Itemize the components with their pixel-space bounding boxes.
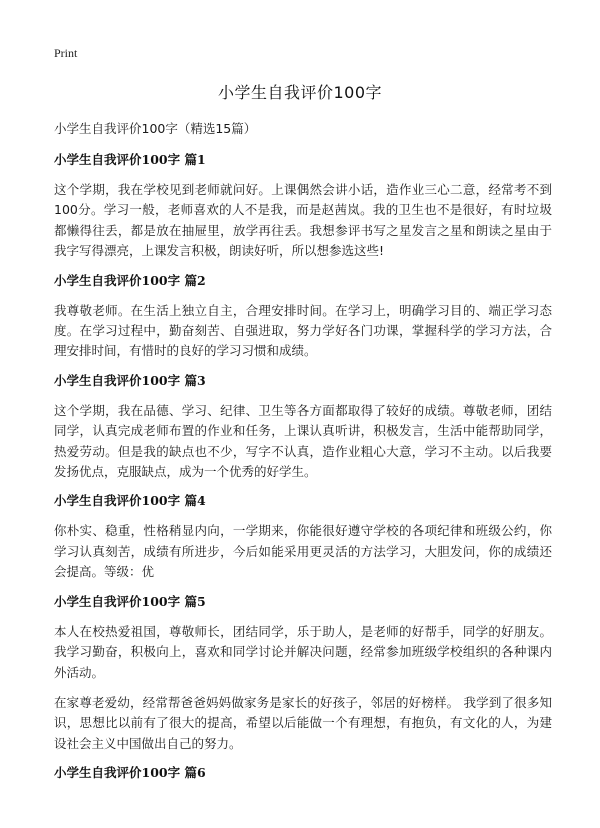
section-4 xyxy=(54,492,552,582)
section-heading: 小学生自我评价100字 篇6 xyxy=(54,765,206,781)
section-2 xyxy=(54,272,552,362)
section-heading: 小学生自我评价100字 篇1 xyxy=(54,152,206,167)
print-link[interactable]: Print xyxy=(54,46,78,60)
document-body xyxy=(54,120,552,793)
section-paragraph: 我尊敬老师。在生活上独立自主，合理安排时间。在学习上，明确学习目的、端正学习态度。在学习过程中，勤奋刻苦、自强进取，努力学好各门功课，掌握科学的学习方法，合理安排时间，有惜时的良好的学习习惯和成绩。 xyxy=(54,302,552,359)
document-subtitle: 小学生自我评价100字（精选15篇） xyxy=(54,121,257,136)
section-paragraph: 这个学期，我在品德、学习、纪律、卫生等各方面都取得了较好的成绩。尊敬老师，团结同学，认真完成老师布置的作业和任务，上课认真听讲，积极发言，生活中能帮助同学，热爱劳动。但是我的缺点也不少，写字不认真，造作业粗心大意，学习不主动。以后我要发扬优点，克服缺点，成为一个优秀的好学生。 xyxy=(54,402,552,480)
section-paragraph: 在家尊老爱幼，经常帮爸爸妈妈做家务是家长的好孩子，邻居的好榜样。 我学到了很多知识，思想比以前有了很大的提高，希望以后能做一个有理想，有抱负，有文化的人，为建设社会主义中国做出自己的努力。 xyxy=(54,694,552,751)
section-paragraph: 这个学期，我在学校见到老师就问好。上课偶然会讲小话，造作业三心二意，经常考不到100分。学习一般，老师喜欢的人不是我，而是赵茜岚。我的卫生也不是很好，有时垃圾都懒得往丢，都是放在抽屉里，放学再往丢。我想参评书写之星发言之星和朗读之星由于我字写得漂亮，上课发言积极，朗读好听，所以想参选这些! xyxy=(54,182,552,259)
section-3 xyxy=(54,372,552,483)
section-paragraph: 本人在校热爱祖国，尊敬师长，团结同学，乐于助人，是老师的好帮手，同学的好朋友。我学习勤奋，积极向上，喜欢和同学讨论并解决问题，经常参加班级学校组织的各种课内外活动。 xyxy=(54,623,552,680)
page-title: 小学生自我评价100字 xyxy=(217,83,383,102)
section-heading: 小学生自我评价100字 篇4 xyxy=(54,493,206,509)
section-heading: 小学生自我评价100字 篇5 xyxy=(54,593,206,609)
section-paragraph: 你朴实、稳重，性格稍显内向，一学期来，你能很好遵守学校的各项纪律和班级公约，你学习认真刻苦，成绩有所进步，今后如能采用更灵活的方法学习，大胆发问，你的成绩还会提高。等级：优 xyxy=(54,523,552,580)
section-heading: 小学生自我评价100字 篇2 xyxy=(54,272,206,288)
section-6 xyxy=(54,764,552,782)
section-heading: 小学生自我评价100字 篇3 xyxy=(54,372,206,388)
section-1 xyxy=(54,151,552,262)
section-5 xyxy=(54,593,552,754)
